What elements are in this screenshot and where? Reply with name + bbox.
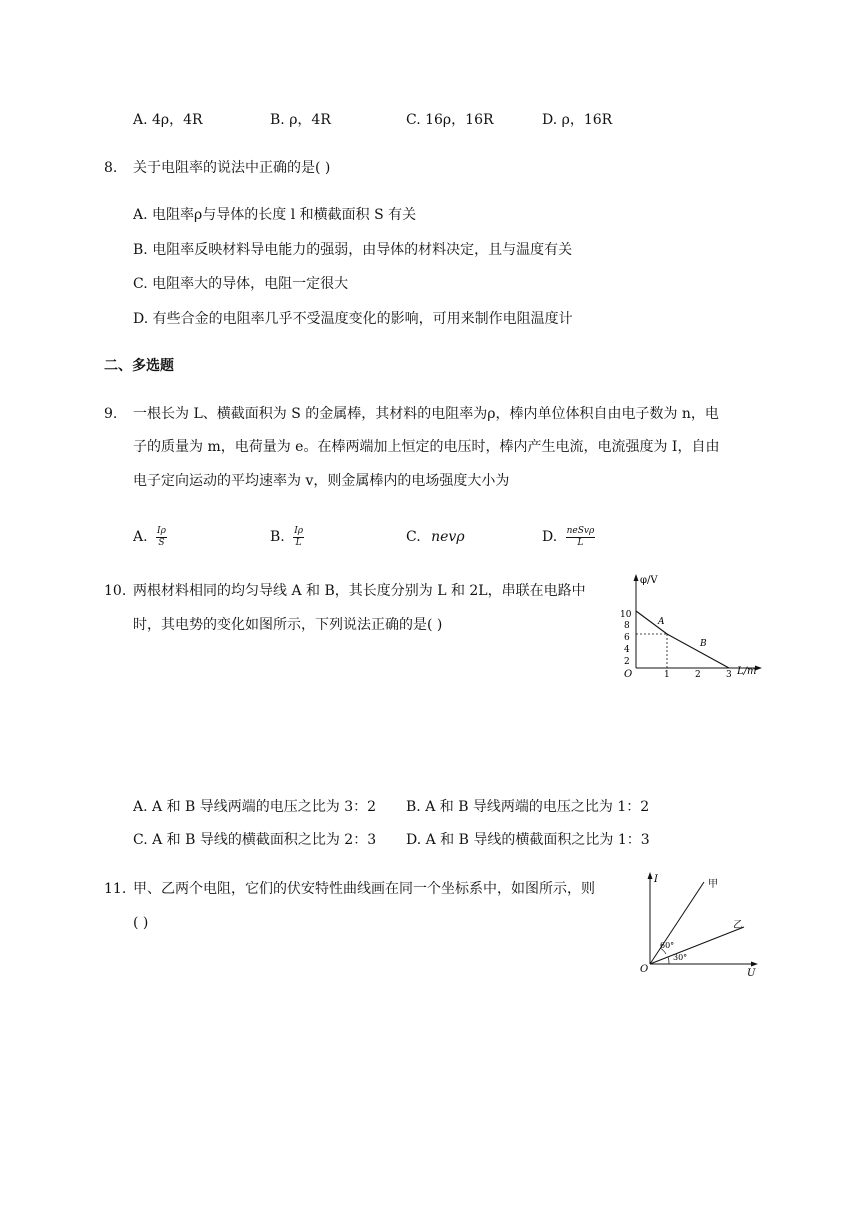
q8-option-d: D. 有些合金的电阻率几乎不受温度变化的影响，可用来制作电阻温度计 <box>133 311 573 327</box>
q8-option-c: C. 电阻率大的导体，电阻一定很大 <box>133 276 349 292</box>
q10-number: 10. <box>104 583 127 599</box>
q10-line-2: 时，其电势的变化如图所示，下列说法正确的是( ) <box>133 617 443 633</box>
x-axis-label: U <box>747 968 756 978</box>
fraction-denominator: L <box>295 537 302 548</box>
q7-option-d: D. ρ，16R <box>542 112 613 128</box>
angle-60-label: 60° <box>660 941 675 950</box>
angle-30-label: 30° <box>673 953 688 962</box>
q11-number: 11. <box>104 881 127 897</box>
q9-option-c <box>406 524 465 550</box>
q9-option-a-fraction <box>156 526 167 549</box>
y-axis-label: I <box>654 874 658 885</box>
q9-option-b <box>270 524 304 550</box>
q11-line-1: 甲、乙两个电阻，它们的伏安特性曲线画在同一个坐标系中，如图所示，则 <box>133 881 595 897</box>
q9-line-3: 电子定向运动的平均速率为 v，则金属棒内的电场强度大小为 <box>133 473 510 489</box>
q9-option-b-fraction <box>293 526 304 549</box>
x-tick-label: 2 <box>695 670 701 680</box>
q10-potential-figure <box>618 570 768 680</box>
q7-option-c: C. 16ρ，16R <box>406 112 494 128</box>
q9-option-c-expression: nevρ <box>431 529 465 545</box>
q9-option-d-fraction <box>566 526 596 549</box>
q8-option-b: B. 电阻率反映材料导电能力的强弱，由导体的材料决定，且与温度有关 <box>133 242 573 258</box>
q10-option-b: B. A 和 B 导线两端的电压之比为 1：2 <box>406 799 650 815</box>
fraction-denominator: S <box>158 537 165 548</box>
fraction-denominator: L <box>577 537 584 548</box>
q10-option-d: D. A 和 B 导线的横截面积之比为 1：3 <box>406 832 650 848</box>
q10-option-c: C. A 和 B 导线的横截面积之比为 2：3 <box>133 832 377 848</box>
x-axis-arrow <box>751 962 758 967</box>
origin-label: O <box>624 669 633 680</box>
q9-option-d <box>542 524 595 550</box>
y-axis-arrow <box>648 872 653 879</box>
fraction-numerator: Iρ <box>157 525 166 536</box>
line-jia-label: 甲 <box>708 879 718 890</box>
y-tick-label: 4 <box>624 645 630 655</box>
y-tick-label: 8 <box>624 621 630 631</box>
line-jia <box>650 882 704 964</box>
y-tick-label: 10 <box>620 610 632 620</box>
q9-number: 9. <box>104 406 118 422</box>
segment-a-label: A <box>658 617 665 627</box>
x-tick-label: 3 <box>726 670 732 680</box>
fraction-numerator: Iρ <box>294 525 304 536</box>
q9-option-a-label: A. <box>133 529 148 545</box>
x-tick-label: 1 <box>664 670 670 680</box>
section-title: 二、多选题 <box>104 358 174 374</box>
q8-option-a: A. 电阻率ρ与导体的长度 l 和横截面积 S 有关 <box>133 207 417 223</box>
angle-arc-30 <box>668 957 669 964</box>
segment-b-label: B <box>700 639 707 649</box>
q9-option-c-label: C. <box>406 529 421 545</box>
q7-option-b: B. ρ，4R <box>270 112 331 128</box>
q9-option-b-label: B. <box>270 529 285 545</box>
q8-stem: 关于电阻率的说法中正确的是( ) <box>133 160 331 176</box>
q11-line-2: ( ) <box>133 915 149 931</box>
q10-line-1: 两根材料相同的均匀导线 A 和 B，其长度分别为 L 和 2L，串联在电路中 <box>133 583 586 599</box>
potential-line <box>636 611 729 668</box>
q9-line-1: 一根长为 L、横截面积为 S 的金属棒，其材料的电阻率为ρ，棒内单位体积自由电子数为 n，电 <box>133 406 719 422</box>
q11-iv-figure <box>636 868 766 978</box>
q9-option-d-label: D. <box>542 529 558 545</box>
q10-option-a: A. A 和 B 导线两端的电压之比为 3：2 <box>133 799 377 815</box>
q7-option-a: A. 4ρ，4R <box>133 112 203 128</box>
y-axis-arrow <box>634 574 639 581</box>
y-tick-label: 2 <box>624 657 630 667</box>
q9-option-a <box>133 524 167 550</box>
q9-line-2: 子的质量为 m，电荷量为 e。在棒两端加上恒定的电压时，棒内产生电流，电流强度为 I，自由 <box>133 439 720 455</box>
y-axis-label: φ/V <box>640 575 658 586</box>
origin-label: O <box>640 964 649 975</box>
line-yi-label: 乙 <box>733 920 743 931</box>
y-tick-label: 6 <box>624 633 630 643</box>
fraction-numerator: neSvρ <box>566 525 595 536</box>
q8-number: 8. <box>104 160 118 176</box>
x-axis-label: L/m <box>737 666 757 677</box>
